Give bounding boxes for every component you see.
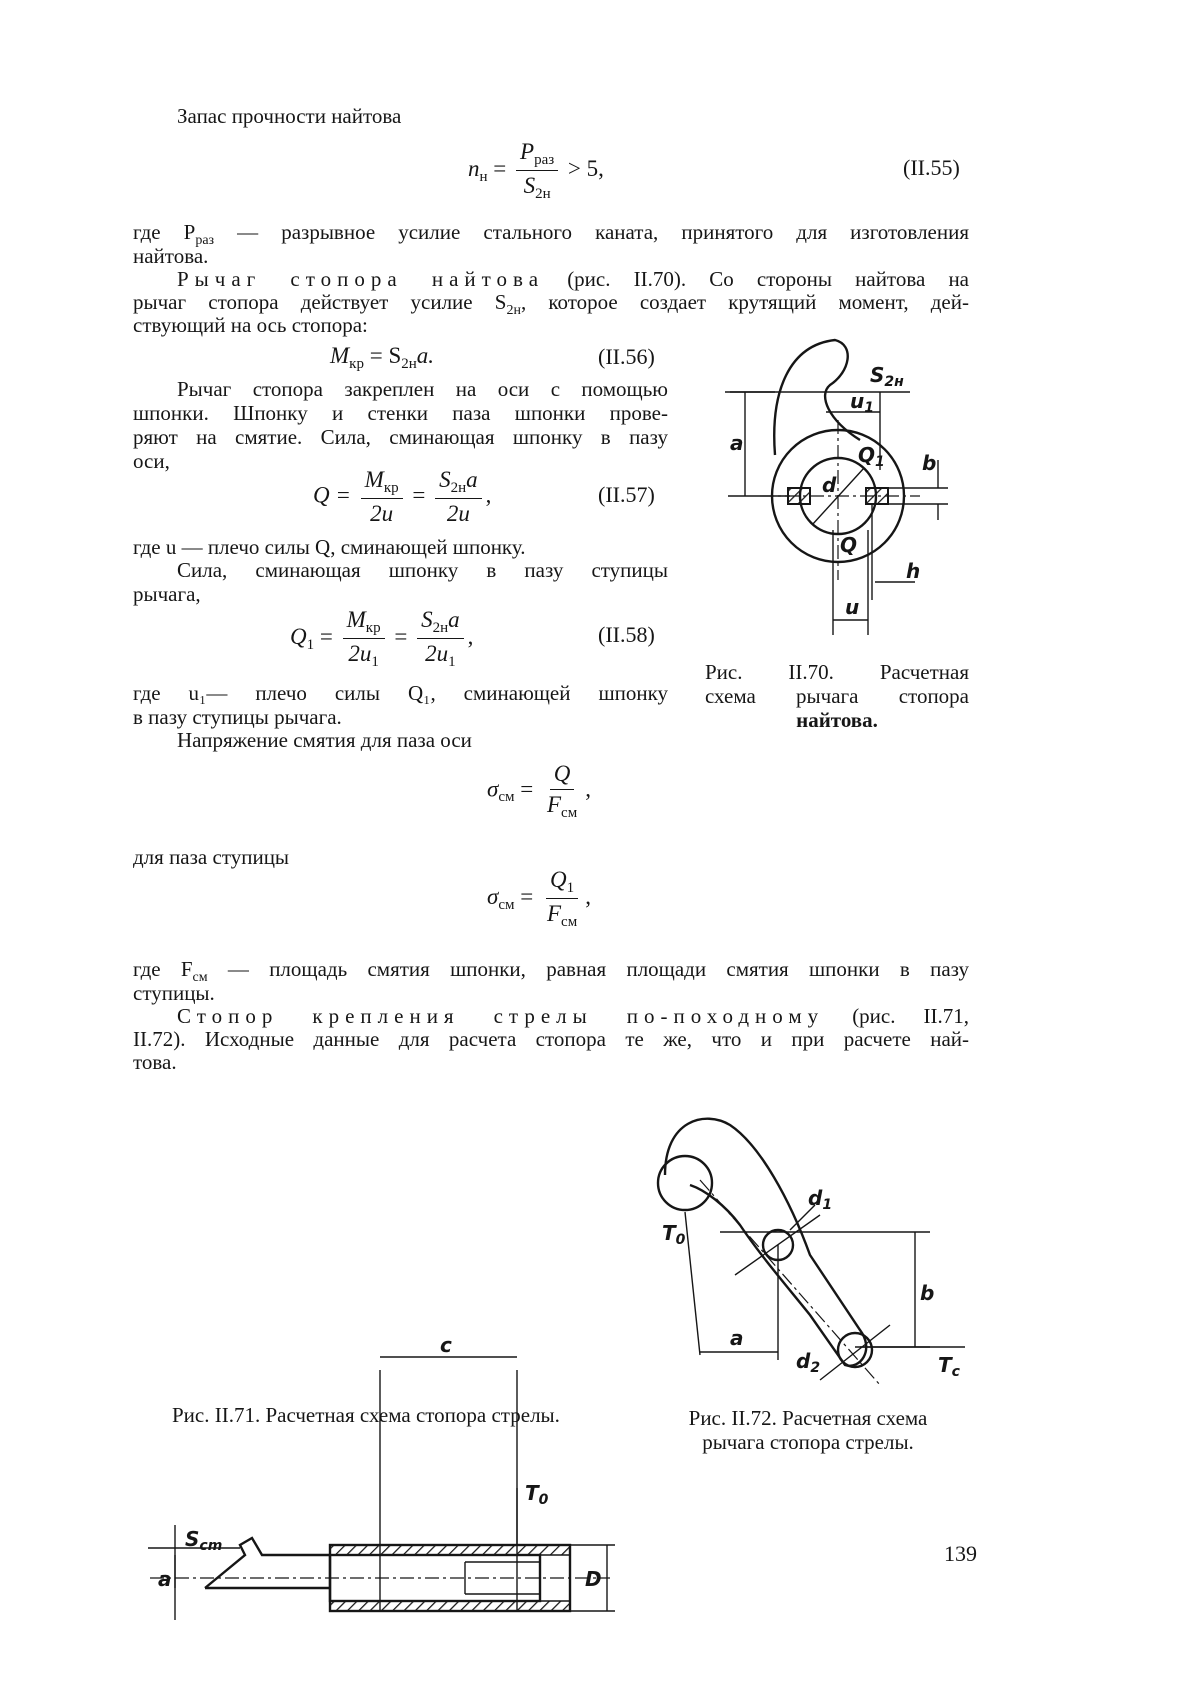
- label-h: h: [906, 559, 921, 583]
- paragraph-p3-line3: ствующий на ось стопора:: [133, 313, 368, 337]
- paragraph-p4-line3: ряют на смятие. Сила, сминающая шпонку в пазу: [133, 425, 668, 449]
- label-a: a: [730, 431, 744, 455]
- page-number: 139: [944, 1541, 977, 1566]
- label-d: d: [822, 473, 837, 497]
- figure-II-71: [148, 1333, 615, 1620]
- paragraph-p2-cont: найтова.: [133, 244, 209, 268]
- paragraph-p8: Напряжение смятия для паза оси: [177, 728, 472, 752]
- paragraph-p11-line2: II.72). Исходные данные для расчета стопора те же, что и при расчете най-: [133, 1027, 969, 1051]
- section-heading-stopper: Стопор крепления стрелы по-походному: [177, 1004, 825, 1028]
- label-c: c: [440, 1333, 452, 1357]
- paragraph-p5: где u — плечо силы Q, сминающей шпонку.: [133, 535, 526, 559]
- label-u: u: [845, 595, 860, 619]
- force-T0-72: [685, 1212, 700, 1355]
- stopper-hook-top: [205, 1538, 330, 1588]
- label-T0-72: $T_0$: [662, 1221, 686, 1248]
- paragraph-p11-line3: това.: [133, 1050, 177, 1074]
- equation-II-57: Q = $\frac{M_{кр}}{2u}$ = $\frac{S_{2н}a}{2u}$ ,: [313, 467, 492, 526]
- equation-number-II-56: (II.56): [598, 344, 655, 369]
- label-Q: Q: [840, 533, 858, 557]
- equation-number-II-57: (II.57): [598, 482, 655, 507]
- label-b: b: [922, 451, 937, 475]
- equation-sigma-hub: $\sigma_{см}$ = $\frac{Q_1}{F_{см}}$ ,: [487, 867, 591, 930]
- figure-II-70: [725, 340, 948, 635]
- paragraph-p3: Рычаг стопора найтова (рис. II.70). Со стороны найтова на: [177, 267, 970, 291]
- paragraph-p4-line1: Рычаг стопора закреплен на оси с помощью: [177, 377, 668, 401]
- label-a-71: a: [158, 1567, 172, 1591]
- paragraph-intro: Запас прочности найтова: [177, 104, 402, 128]
- label-S2H: $S_{2н}$: [870, 363, 904, 390]
- lever-hook: [774, 340, 860, 455]
- label-b-72: b: [920, 1281, 935, 1305]
- paragraph-p4-line4: оси,: [133, 449, 170, 473]
- figure-caption-II-72: Рис. II.72. Расчетная схема рычага стопора стрелы.: [688, 1406, 928, 1454]
- paragraph-p10: где $F_{см}$ — площадь смятия шпонки, равная площади смятия шпонки в пазу: [133, 957, 969, 985]
- figure-II-72: [658, 1119, 965, 1385]
- paragraph-p10-cont: ступицы.: [133, 981, 215, 1005]
- paragraph-p11: Стопор крепления стрелы по-походному (рис. II.71,: [177, 1004, 969, 1028]
- boom-lever: [665, 1119, 866, 1366]
- label-a-72: a: [730, 1326, 744, 1350]
- label-Tc: $T_c$: [938, 1353, 960, 1380]
- label-d1: $d_1$: [808, 1186, 833, 1213]
- figure-caption-II-71: Рис. II.71. Расчетная схема стопора стрелы.: [172, 1403, 560, 1427]
- label-Scm: $S_{cm}$: [185, 1527, 223, 1554]
- equation-II-58: $Q_1$ = $\frac{M_{кр}}{2u_1}$ = $\frac{S_{2н}a}{2u_1}$ ,: [290, 607, 474, 670]
- equation-number-II-58: (II.58): [598, 622, 655, 647]
- equation-number-II-55: (II.55): [903, 155, 960, 180]
- equation-sigma-axis: $\sigma_{см}$ = $\frac{Q}{F_{см}}$ ,: [487, 761, 591, 821]
- paragraph-p4-line2: шпонки. Шпонку и стенки паза шпонки прове-: [133, 401, 668, 425]
- pulley: [658, 1156, 712, 1210]
- figure-caption-II-70: Рис. II.70. Расчетная схема рычага стопора найтова.: [705, 660, 969, 732]
- equation-II-55: $n_н$ = $\frac{P_{раз}}{S_{2н}}$ > 5,: [468, 139, 604, 202]
- label-Q1: $Q_1$: [858, 443, 885, 470]
- section-heading-lever: Рычаг стопора найтова: [177, 267, 545, 291]
- label-d2: $d_2$: [796, 1349, 821, 1376]
- equation-II-56: $M_{кр} = S_{2н}a$.: [330, 343, 435, 372]
- paragraph-p7-line2: в пазу ступицы рычага.: [133, 705, 342, 729]
- paragraph-p6-line2: рычага,: [133, 582, 201, 606]
- paragraph-p6-line1: Сила, сминающая шпонку в пазу ступицы: [177, 558, 668, 582]
- label-T0-71: $T_0$: [525, 1481, 549, 1508]
- paragraph-p9: для паза ступицы: [133, 845, 290, 869]
- label-u1: $u_1$: [850, 389, 874, 416]
- paragraph-p7-line1: где u₁— плечо силы Q₁, сминающей шпонку: [133, 681, 668, 705]
- label-D: D: [585, 1567, 602, 1591]
- paragraph-p2: где $P_{раз}$ — разрывное усилие стального каната, принятого для изготовления: [133, 220, 969, 248]
- paragraph-p3-line2: рычаг стопора действует усилие $S_{2н}$, которое создает крутящий момент, дей-: [133, 290, 969, 318]
